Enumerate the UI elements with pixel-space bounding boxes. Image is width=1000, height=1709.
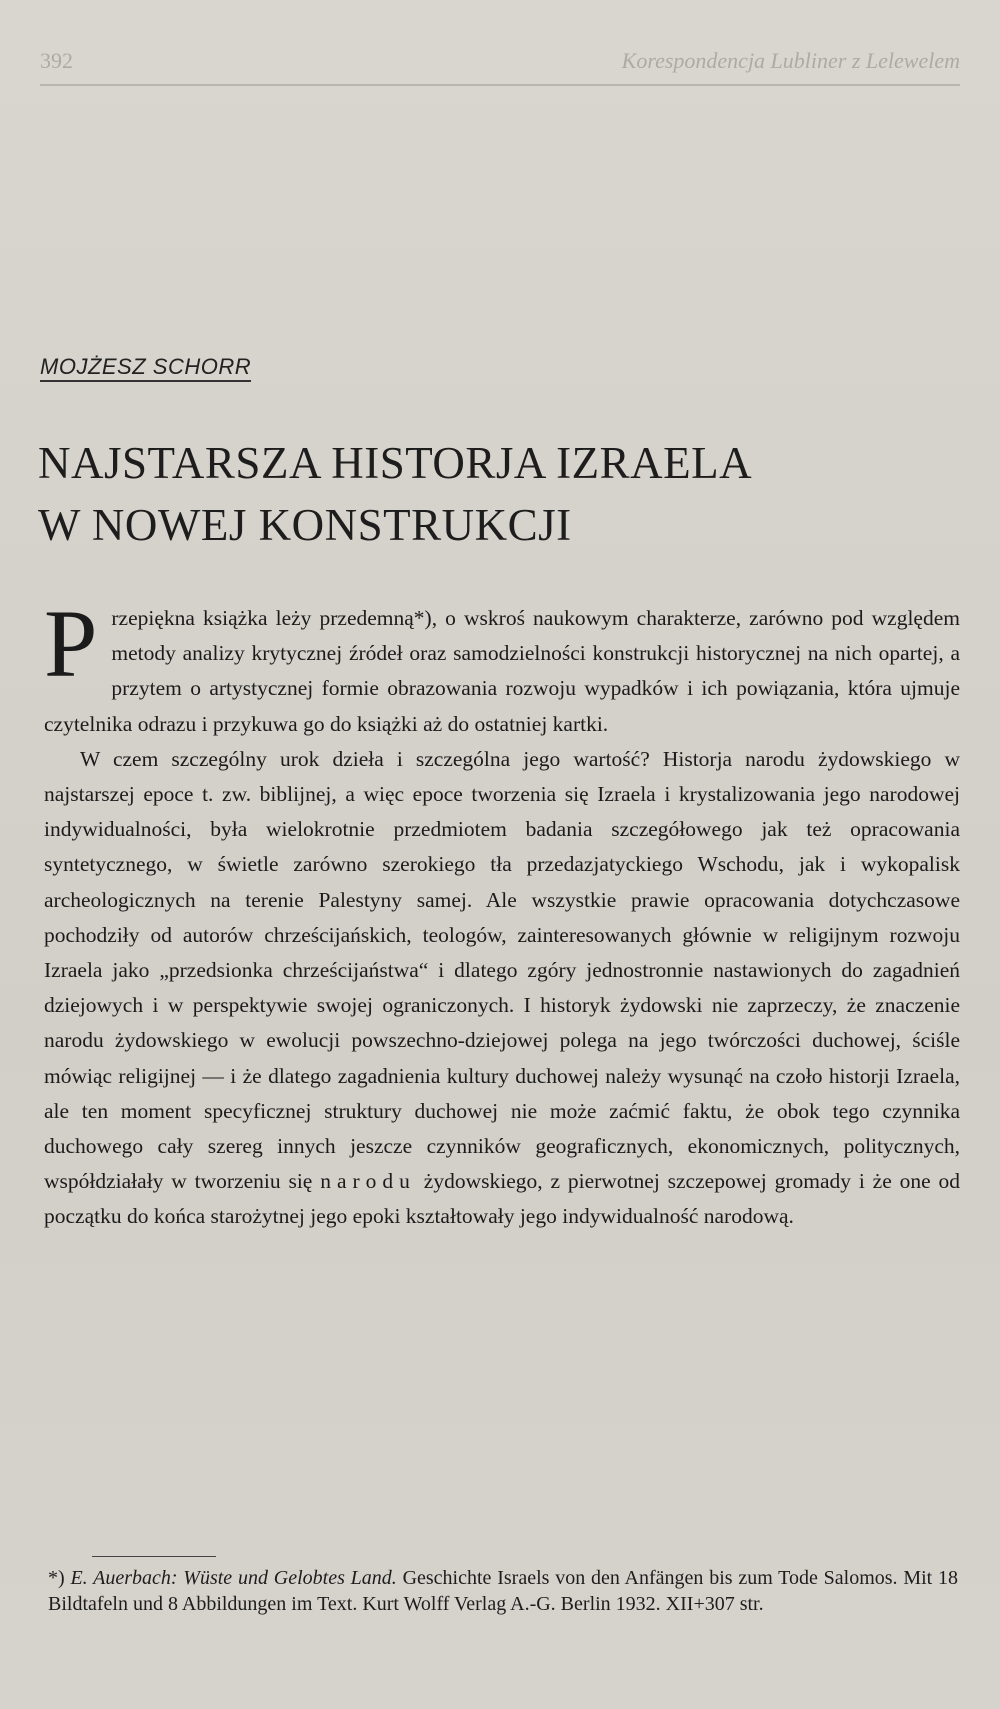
paragraph-2 <box>44 742 960 1235</box>
footnote-marker: *) <box>48 1567 65 1589</box>
footnote-citation: Geschichte Israels von den Anfängen bis zum Tode Salomos. Mit 18 Bildtafeln und 8 Abbildungen im Text. Kurt Wolff Verlag A.-G. Berlin 1932. XII+307 str. <box>48 1567 959 1615</box>
paragraph-1 <box>44 590 960 742</box>
running-head-title: Korespondencja Lubliner z Lelewelem <box>621 48 960 73</box>
paragraph-2-end: żydowskiego, z pierwotnej szczepowej gromady i że one od początku do końca starożytnej jego epoki kształtowały jego indywidualność narodową. <box>44 1169 961 1229</box>
running-head <box>40 48 960 74</box>
spaced-word: narodu <box>320 1169 416 1194</box>
header-rule <box>40 84 960 86</box>
page-number: 392 <box>40 48 73 73</box>
title-line-2: W NOWEJ KONSTRUKCJI <box>38 500 572 550</box>
footnote <box>48 1565 958 1617</box>
paragraph-1-text: rzepiękna książka leży przedemną*), o wskroś naukowym charakterze, zarówno pod względem metody analizy krytycznej źródeł oraz samodzielności konstrukcji historycznej na nich opartej, a przytem o artystycznej formie obrazowania rozwoju wypadków i ich powiązania, która ujmuje czytelnika odrazu i przykuwa go do książki aż do ostatniej kartki. <box>44 606 960 736</box>
drop-cap: P <box>44 590 98 697</box>
title-line-1: NAJSTARSZA HISTORJA IZRAELA <box>38 438 753 488</box>
article-title <box>38 432 960 556</box>
footnote-citation-italic: E. Auerbach: Wüste und Gelobtes Land. <box>70 1567 397 1589</box>
paragraph-2-text: W czem szczególny urok dzieła i szczególna jego wartość? Historja narodu żydowskiego w najstarszej epoce t. zw. biblijnej, a więc epoce tworzenia się Izraela i krystalizowania jego narodowej indywidualności, była wielokrotnie przedmiotem badania szczegółowego jak też opracowania syntetycznego, w świetle zarówno szerokiego tła przedazjatyckiego Wschodu, jak i wykopalisk archeologicznych na terenie Palestyny samej. Ale wszystkie prawie opracowania dotychczasowe pochodziły od autorów chrześcijańskich, teologów, zainteresowanych głównie w religijnym rozwoju Izraela jako „przedsionka chrześcijaństwa“ i dlatego zgóry jednostronnie nastawionych do zagadnień dziejowych i w perspektywie swojej ograniczonych. I historyk żydowski nie zaprzeczy, że znaczenie narodu żydowskiego w ewolucji powszechno-dziejowej polega na jego twórczości duchowej, ściśle mówiąc religijnej — i że dlatego zagadnienia kultury duchowej należy wysunąć na czoło historji Izraela, ale ten moment specyficznej struktury duchowej nie może zaćmić faktu, że obok tego czynnika duchowego cały szereg innych jeszcze czynników geograficznych, ekonomicznych, politycznych, współdziałały w tworzeniu się <box>44 746 960 1194</box>
author-name: MOJŻESZ SCHORR <box>40 354 251 382</box>
article-body <box>44 590 961 1235</box>
footnote-rule <box>92 1556 216 1557</box>
